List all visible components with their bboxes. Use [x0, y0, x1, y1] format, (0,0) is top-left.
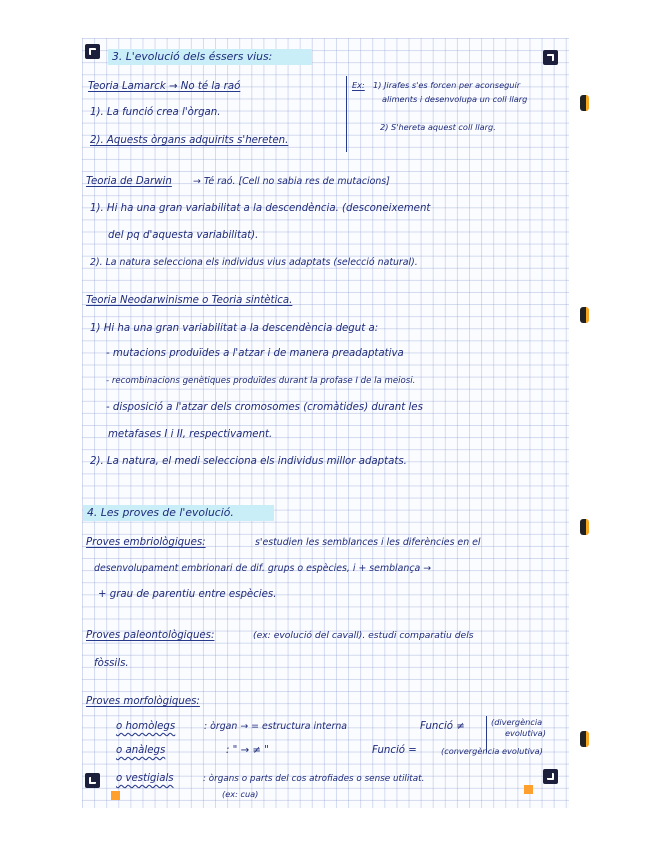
- homologous-label: o homòlegs: [116, 721, 176, 732]
- orange-marker-icon: [524, 785, 533, 794]
- lamarck-point-2: 2). Aquests òrgans adquirits s'hereten.: [90, 135, 289, 146]
- example-divider: [346, 76, 347, 152]
- corner-marker-top-right-icon: [543, 50, 558, 65]
- neodarwinism-bullet-3b: metafases I i II, respectivament.: [108, 429, 273, 440]
- paleontological-evidence-label: Proves paleontològiques:: [86, 630, 215, 641]
- neodarwinism-point-1: 1) Hi ha una gran variabilitat a la descendència degut a:: [90, 323, 379, 334]
- neodarwinism-heading: Teoria Neodarwinisme o Teoria sintètica.: [86, 295, 293, 306]
- binder-tab-icon: [580, 307, 589, 323]
- embryological-evidence-text-3: + grau de parentiu entre espècies.: [98, 589, 277, 600]
- neodarwinism-bullet-2: - recombinacions genètiques produïdes durant la profase I de la meiosi.: [106, 376, 416, 386]
- homologous-text: : òrgan → = estructura interna: [204, 721, 348, 732]
- homologous-note-1: (divergència: [491, 717, 543, 727]
- corner-marker-bottom-left-icon: [85, 773, 100, 788]
- section-3-title: 3. L'evolució dels éssers vius:: [108, 49, 312, 65]
- analogous-function: Funció =: [372, 745, 417, 756]
- embryological-evidence-label: Proves embriològiques:: [86, 537, 206, 548]
- analogous-label: o anàlegs: [116, 745, 166, 756]
- neodarwinism-point-2: 2). La natura, el medi selecciona els individus millor adaptats.: [90, 456, 407, 467]
- vestigial-label: o vestigials: [116, 773, 174, 784]
- darwin-point-2: 2). La natura selecciona els individus vius adaptats (selecció natural).: [90, 257, 418, 268]
- analogous-note: (convergència evolutiva): [441, 746, 543, 756]
- orange-marker-icon: [111, 791, 120, 800]
- vestigial-text: : òrgans o parts del cos atrofiades o sense utilitat.: [203, 774, 425, 784]
- example-line-1a: 1) Jirafes s'es forcen per aconseguir: [373, 80, 521, 90]
- embryological-evidence-text-1: s'estudien les semblances i les diferències en el: [255, 537, 481, 548]
- corner-marker-top-left-icon: [85, 44, 100, 59]
- example-label: Ex:: [352, 80, 365, 90]
- example-line-2: 2) S'hereta aquest coll llarg.: [380, 122, 496, 132]
- section-4-title: 4. Les proves de l'evolució.: [83, 505, 274, 521]
- embryological-evidence-text-2: desenvolupament embrionari de dif. grups o espècies, i + semblança →: [94, 563, 432, 574]
- binder-tab-icon: [580, 95, 589, 111]
- homologous-function: Funció ≠: [420, 721, 465, 732]
- darwin-heading: Teoria de Darwin: [86, 176, 172, 187]
- morphological-evidence-label: Proves morfològiques:: [86, 696, 200, 707]
- lamarck-heading: Teoria Lamarck → No té la raó: [88, 81, 241, 92]
- binder-tab-icon: [580, 731, 589, 747]
- darwin-point-1b: del pq d'aquesta variabilitat).: [108, 230, 259, 241]
- analogous-text: : " → ≠ ": [226, 745, 269, 756]
- corner-marker-bottom-right-icon: [543, 769, 558, 784]
- vestigial-example: (ex: cua): [222, 789, 259, 799]
- neodarwinism-bullet-1: - mutacions produïdes a l'atzar i de manera preadaptativa: [106, 348, 404, 359]
- paleontological-evidence-text-2: fòssils.: [94, 658, 129, 669]
- darwin-point-1a: 1). Hi ha una gran variabilitat a la descendència. (desconeixement: [90, 203, 431, 214]
- neodarwinism-bullet-3a: - disposició a l'atzar dels cromosomes (cromàtides) durant les: [106, 402, 423, 413]
- homologous-note-2: evolutiva): [505, 728, 546, 738]
- paleontological-evidence-text-1: (ex: evolució del cavall). estudi comparatiu dels: [253, 630, 474, 641]
- notebook-page: [82, 38, 569, 808]
- lamarck-point-1: 1). La funció crea l'òrgan.: [90, 107, 221, 118]
- darwin-heading-note: → Té raó. [Cell no sabia res de mutacions]: [193, 176, 390, 187]
- example-line-1b: aliments i desenvolupa un coll llarg: [382, 94, 528, 104]
- binder-tab-icon: [580, 519, 589, 535]
